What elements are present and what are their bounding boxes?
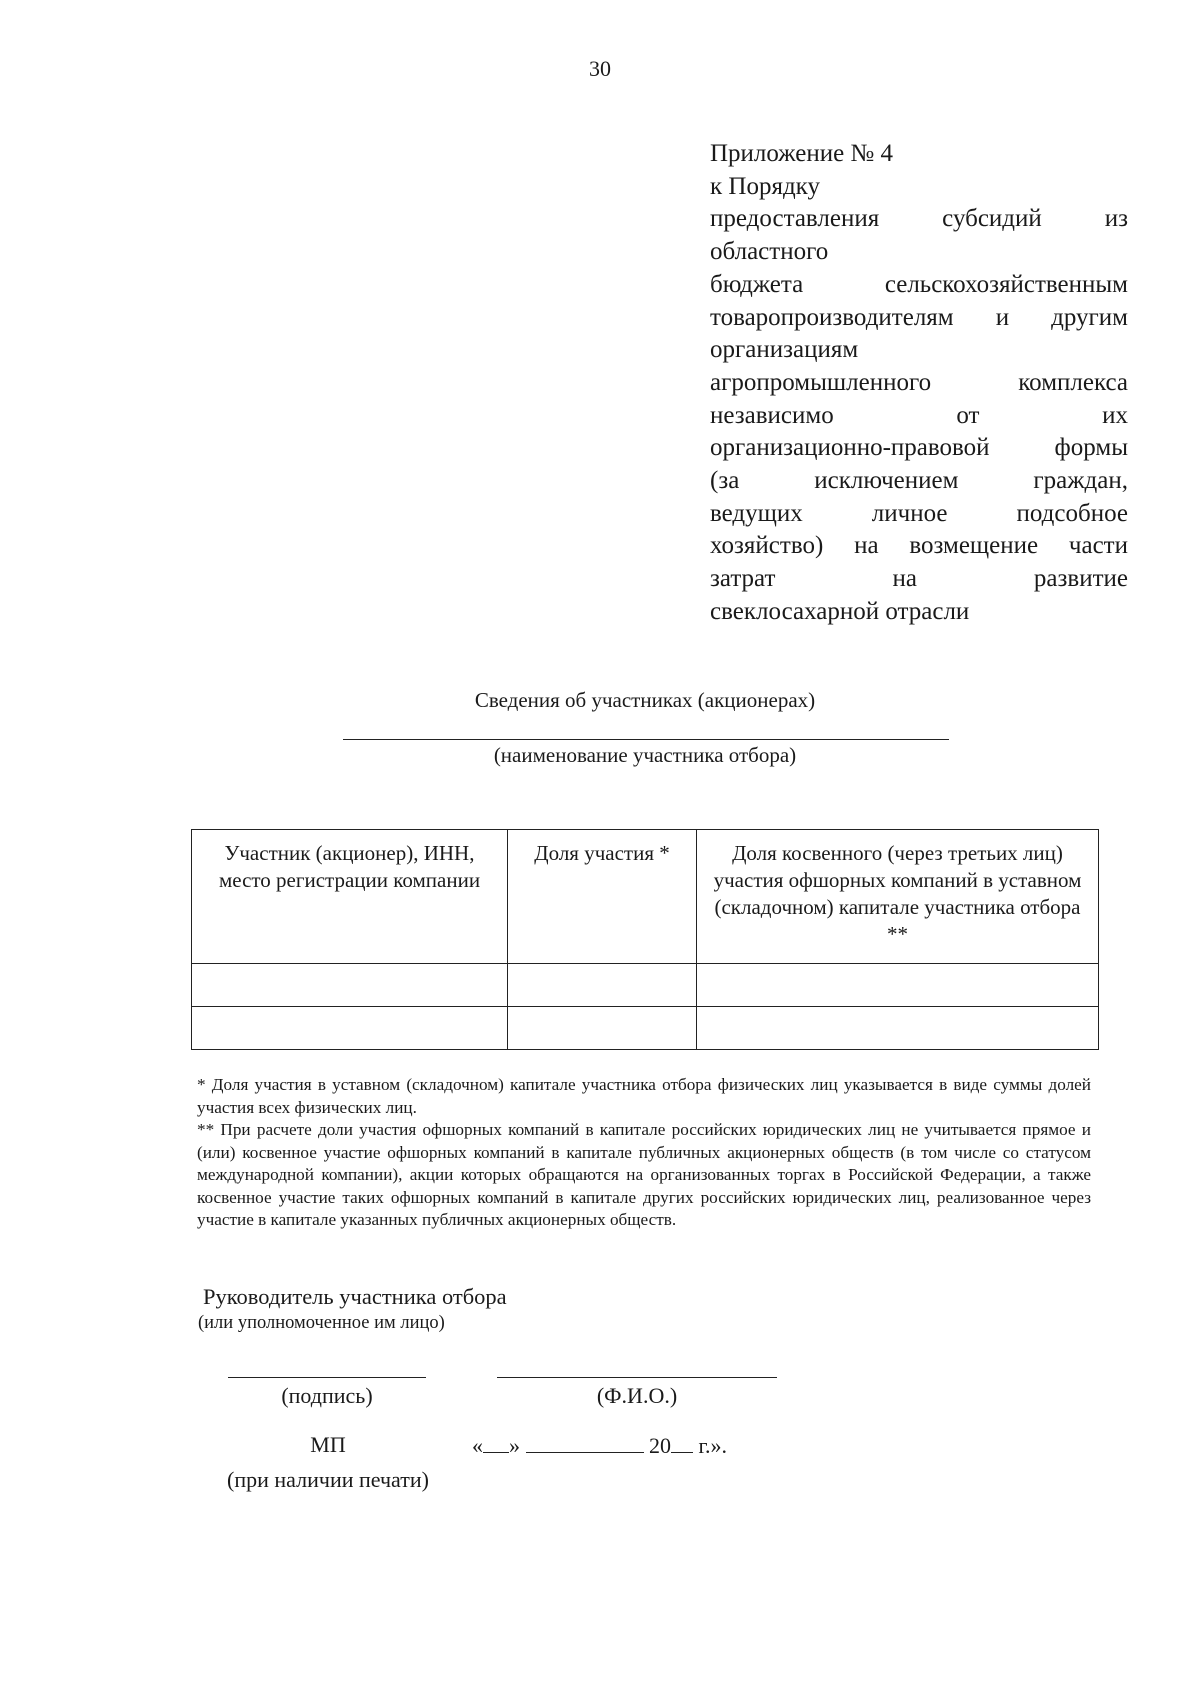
footnote-2: ** При расчете доли участия офшорных компаний в капитале российских юридических лиц не учитывается прямое и (или) косвенное участие офшорных компаний в капитале публичных акционерных обществ (в том числе со статусом международной компании), акции которых обращаются на организованных торгах в Российской Федерации, а также косвенное участие таких офшорных компаний в капитале других российских юридических лиц, реализованное через участие в капитале указанных публичных акционерных обществ. [197,1120,1091,1229]
appendix-line: организациям [710,336,859,364]
date-month-blank[interactable] [526,1432,644,1453]
stamp-label: МП [310,1432,346,1457]
fio-line[interactable] [497,1377,777,1378]
table-cell[interactable] [192,964,508,1007]
appendix-line: бюджета сельскохозяйственным [710,270,1128,298]
appendix-line: (за исключением граждан, [710,467,1128,495]
signature-line[interactable] [228,1377,426,1378]
table-header-row [192,830,1099,964]
footnote-1: * Доля участия в уставном (складочном) капитале участника отбора физических лиц указывается в виде суммы долей участия всех физических лиц. [197,1075,1091,1117]
appendix-line: областного [710,238,829,266]
header-offshore-share: Доля косвенного (через третьих лиц) участия офшорных компаний в уставном (складочном) капитале участника отбора ** [697,830,1099,964]
date-suffix: г.». [698,1433,728,1458]
table-cell[interactable] [697,964,1099,1007]
date-day-blank[interactable] [483,1432,509,1453]
appendix-line: затрат на развитие [710,565,1128,593]
header-participant: Участник (акционер), ИНН, место регистрации компании [192,830,508,964]
participants-table [191,829,1099,1050]
table-cell[interactable] [697,1007,1099,1050]
header-share: Доля участия * [508,830,697,964]
appendix-line: Приложение № 4 [710,140,894,167]
table-row [192,964,1099,1007]
table-cell[interactable] [508,1007,697,1050]
participant-name-line [343,739,949,740]
appendix-line: организационно-правовой формы [710,434,1128,462]
signatory-title: Руководитель участника отбора [203,1284,507,1309]
signatory-subtitle: (или уполномоченное им лицо) [198,1313,445,1333]
date-close-quote: » [509,1433,520,1458]
appendix-line: к Порядку [710,172,820,200]
fio-caption: (Ф.И.О.) [596,1383,678,1408]
appendix-line: предоставления субсидий из [710,205,1128,233]
stamp-note: (при наличии печати) [227,1467,429,1492]
appendix-line: хозяйство) на возмещение части [710,532,1128,560]
appendix-line: свеклосахарной отрасли [710,597,970,625]
page-number: 30 [589,56,611,81]
appendix-line: независимо от их [710,401,1128,429]
appendix-line: агропромышленного комплекса [710,368,1128,396]
footnotes [197,1074,1091,1232]
date-field [472,1432,727,1459]
date-year-blank[interactable] [671,1432,693,1453]
date-open-quote: « [472,1433,483,1458]
signature-caption: (подпись) [281,1383,373,1408]
table-row [192,1007,1099,1050]
document-title: Сведения об участниках (акционерах) [474,688,816,712]
table-cell[interactable] [508,964,697,1007]
table-cell[interactable] [192,1007,508,1050]
participant-name-caption: (наименование участника отбора) [493,743,797,767]
appendix-heading [710,138,1128,629]
date-year-prefix: 20 [649,1433,671,1458]
appendix-line: товаропроизводителям и другим [710,303,1128,331]
appendix-line: ведущих личное подсобное [710,499,1128,527]
